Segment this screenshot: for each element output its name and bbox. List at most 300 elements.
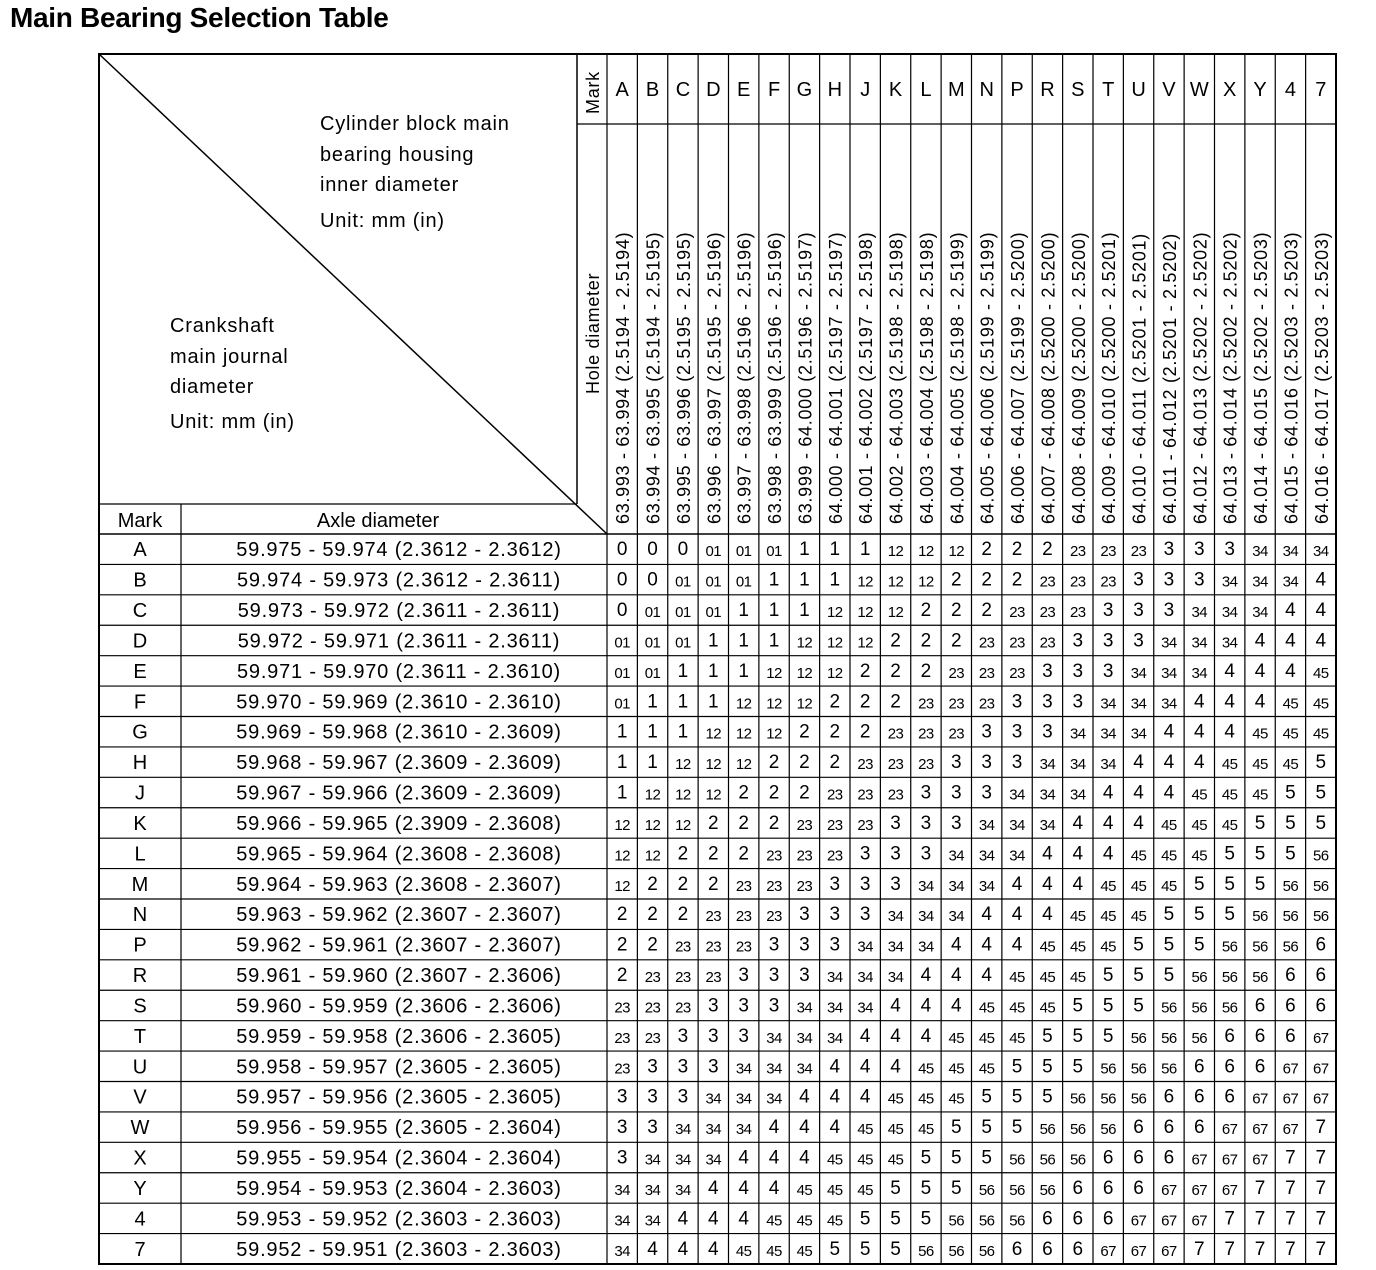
table-cell: 12	[705, 725, 722, 743]
table-cell: 45	[1221, 816, 1238, 834]
table-cell: 1	[859, 539, 871, 561]
table-cell: 34	[1191, 634, 1208, 652]
table-cell: 4	[829, 1086, 841, 1108]
corner-lower-label: diameter	[170, 376, 255, 398]
table-cell: 56	[1069, 1151, 1086, 1169]
table-cell: 3	[738, 965, 749, 987]
table-cell: 4	[708, 1177, 719, 1199]
table-cell: 45	[1100, 877, 1117, 895]
table-cell: 56	[1191, 969, 1208, 987]
table-cell: 56	[1009, 1181, 1025, 1199]
table-cell: 34	[1252, 573, 1268, 591]
table-cell: 2	[616, 934, 628, 956]
table-cell: 45	[1039, 969, 1056, 987]
table-cell: 2	[708, 843, 719, 865]
table-cell: 56	[1130, 1029, 1147, 1047]
table-cell: 67	[1312, 1090, 1329, 1108]
table-cell: 2	[920, 660, 932, 682]
column-mark: F	[767, 79, 781, 101]
table-cell: 45	[918, 1060, 934, 1078]
table-cell: 34	[978, 847, 995, 865]
row-mark: 7	[134, 1238, 146, 1261]
table-cell: 12	[826, 634, 843, 652]
table-cell: 23	[1100, 543, 1117, 561]
table-cell: 3	[1133, 569, 1144, 591]
table-cell: 6	[1285, 1025, 1296, 1047]
table-cell: 3	[981, 721, 992, 743]
column-hole-range: 64.007 - 64.008 (2.5200 - 2.5200)	[1038, 231, 1059, 524]
table-cell: 2	[738, 782, 749, 804]
table-cell: 67	[1191, 1212, 1208, 1230]
table-cell: 2	[647, 934, 658, 956]
table-cell: 4	[1133, 752, 1144, 774]
table-cell: 4	[1133, 782, 1144, 804]
table-cell: 5	[829, 1238, 841, 1260]
table-cell: 45	[1100, 938, 1117, 956]
table-cell: 23	[1039, 634, 1056, 652]
row-axle-diameter: 59.957 - 59.956 (2.3605 - 2.3605)	[236, 1086, 562, 1109]
row-mark: L	[134, 843, 146, 866]
table-cell: 34	[1009, 786, 1025, 804]
table-cell: 23	[1069, 604, 1086, 622]
table-cell: 34	[1039, 756, 1056, 774]
table-cell: 34	[675, 1181, 691, 1199]
table-cell: 45	[1130, 877, 1147, 895]
column-hole-range: 63.996 - 63.997 (2.5195 - 2.5196)	[704, 231, 725, 524]
table-cell: 45	[887, 1121, 904, 1139]
table-cell: 45	[1039, 999, 1056, 1017]
table-cell: 4	[859, 1086, 871, 1108]
table-cell: 23	[1039, 604, 1056, 622]
table-cell: 5	[1072, 1025, 1084, 1047]
table-cell: 45	[1312, 695, 1329, 713]
column-mark: A	[615, 79, 629, 101]
table-cell: 3	[1102, 630, 1114, 652]
row-axle-diameter: 59.952 - 59.951 (2.3603 - 2.3603)	[236, 1238, 562, 1261]
table-cell: 5	[1285, 782, 1296, 804]
column-mark: 4	[1284, 79, 1296, 101]
table-cell: 56	[1009, 1212, 1025, 1230]
table-cell: 23	[887, 756, 904, 774]
table-cell: 3	[1011, 752, 1023, 774]
table-cell: 7	[1224, 1238, 1235, 1260]
table-cell: 4	[1224, 721, 1235, 743]
table-cell: 12	[614, 847, 631, 865]
table-cell: 1	[647, 691, 658, 713]
table-cell: 4	[768, 1117, 780, 1139]
table-cell: 34	[1221, 634, 1238, 652]
table-cell: 23	[978, 695, 995, 713]
table-cell: 56	[1009, 1151, 1025, 1169]
table-cell: 4	[677, 1238, 689, 1260]
table-cell: 2	[859, 721, 871, 743]
table-cell: 45	[857, 1151, 874, 1169]
table-cell: 5	[1163, 965, 1175, 987]
table-cell: 6	[1072, 1238, 1084, 1260]
row-axle-diameter: 59.971 - 59.970 (2.3611 - 2.3610)	[236, 660, 562, 683]
table-cell: 12	[705, 786, 722, 804]
row-axle-diameter: 59.975 - 59.974 (2.3612 - 2.3612)	[236, 539, 562, 562]
table-cell: 2	[799, 782, 810, 804]
table-cell: 5	[1163, 904, 1175, 926]
table-cell: 12	[644, 816, 661, 834]
table-cell: 6	[1285, 995, 1296, 1017]
table-cell: 4	[647, 1238, 658, 1260]
table-cell: 12	[826, 604, 843, 622]
table-cell: 34	[644, 1181, 661, 1199]
table-cell: 45	[1009, 969, 1025, 987]
column-hole-range: 64.011 - 64.012 (2.5201 - 2.5202)	[1159, 233, 1180, 524]
table-cell: 34	[614, 1242, 631, 1260]
table-cell: 34	[705, 1090, 722, 1108]
table-cell: 23	[978, 664, 995, 682]
table-cell: 12	[796, 634, 813, 652]
table-cell: 3	[1133, 600, 1144, 622]
table-cell: 1	[738, 660, 749, 682]
table-cell: 4	[1011, 934, 1023, 956]
table-cell: 4	[768, 1177, 780, 1199]
row-mark: N	[132, 904, 148, 927]
table-cell: 4	[1072, 843, 1084, 865]
table-cell: 45	[857, 1181, 874, 1199]
table-cell: 34	[1252, 543, 1268, 561]
column-mark: T	[1102, 79, 1115, 101]
row-mark: B	[133, 569, 147, 592]
table-cell: 34	[644, 1212, 661, 1230]
table-cell: 34	[1009, 816, 1025, 834]
table-cell: 3	[951, 782, 962, 804]
table-cell: 56	[1161, 999, 1177, 1017]
row-mark: V	[133, 1086, 147, 1109]
table-cell: 5	[859, 1208, 871, 1230]
table-cell: 45	[1252, 725, 1268, 743]
table-cell: 01	[675, 604, 691, 622]
table-cell: 23	[675, 938, 691, 956]
table-cell: 5	[951, 1177, 962, 1199]
table-cell: 4	[1042, 904, 1053, 926]
table-cell: 34	[887, 908, 904, 926]
table-cell: 67	[1282, 1060, 1299, 1078]
table-cell: 56	[1130, 1090, 1147, 1108]
table-cell: 23	[644, 999, 661, 1017]
table-cell: 34	[948, 847, 965, 865]
table-cell: 56	[1312, 847, 1329, 865]
table-cell: 23	[675, 969, 691, 987]
table-cell: 3	[1102, 660, 1114, 682]
table-cell: 23	[675, 999, 691, 1017]
row-mark: 4	[134, 1208, 146, 1231]
row-axle-diameter: 59.964 - 59.963 (2.3608 - 2.3607)	[236, 873, 562, 896]
table-cell: 45	[1161, 877, 1177, 895]
column-hole-range: 64.006 - 64.007 (2.5199 - 2.5200)	[1008, 231, 1029, 524]
table-cell: 6	[1163, 1147, 1175, 1169]
table-cell: 3	[616, 1147, 628, 1169]
table-cell: 23	[826, 816, 843, 834]
table-cell: 23	[796, 877, 813, 895]
table-cell: 4	[708, 1238, 719, 1260]
table-cell: 3	[859, 904, 871, 926]
table-cell: 67	[1100, 1242, 1117, 1260]
table-cell: 23	[918, 725, 934, 743]
table-cell: 1	[799, 600, 810, 622]
table-cell: 45	[1312, 725, 1329, 743]
table-cell: 67	[1312, 1060, 1329, 1078]
table-cell: 7	[1254, 1238, 1266, 1260]
table-cell: 23	[735, 908, 752, 926]
table-cell: 12	[735, 695, 752, 713]
column-hole-range: 64.016 - 64.017 (2.5203 - 2.5203)	[1311, 231, 1332, 524]
table-cell: 2	[738, 812, 749, 834]
table-cell: 0	[616, 600, 628, 622]
table-cell: 12	[675, 786, 691, 804]
table-cell: 34	[1282, 543, 1299, 561]
table-cell: 34	[1100, 756, 1117, 774]
table-cell: 5	[920, 1177, 932, 1199]
table-cell: 34	[735, 1090, 752, 1108]
table-cell: 4	[890, 1025, 901, 1047]
table-cell: 4	[1102, 782, 1114, 804]
table-cell: 5	[1194, 934, 1205, 956]
column-hole-range: 63.999 - 64.000 (2.5196 - 2.5197)	[795, 231, 816, 524]
table-cell: 12	[857, 573, 874, 591]
table-cell: 4	[1011, 873, 1023, 895]
column-hole-range: 63.993 - 63.994 (2.5194 - 2.5194)	[613, 231, 634, 524]
table-cell: 4	[1254, 691, 1266, 713]
table-cell: 4	[1315, 569, 1327, 591]
table-cell: 45	[796, 1242, 813, 1260]
column-mark: U	[1131, 79, 1146, 101]
table-cell: 01	[644, 634, 661, 652]
table-cell: 4	[1072, 812, 1084, 834]
table-cell: 45	[1282, 725, 1299, 743]
table-cell: 3	[1072, 660, 1084, 682]
table-cell: 3	[799, 965, 810, 987]
table-cell: 1	[677, 660, 689, 682]
table-cell: 3	[1042, 660, 1053, 682]
table-cell: 2	[647, 873, 658, 895]
table-cell: 6	[1224, 1025, 1235, 1047]
row-axle-diameter: 59.967 - 59.966 (2.3609 - 2.3609)	[236, 782, 562, 805]
table-cell: 1	[708, 660, 719, 682]
row-mark: G	[132, 721, 148, 744]
table-cell: 34	[1100, 725, 1117, 743]
table-cell: 56	[1161, 1029, 1177, 1047]
corner-upper-label: Cylinder block main	[320, 113, 510, 135]
table-cell: 01	[614, 634, 631, 652]
table-cell: 6	[1285, 965, 1296, 987]
table-cell: 2	[859, 691, 871, 713]
table-cell: 56	[1312, 908, 1329, 926]
table-cell: 45	[766, 1242, 782, 1260]
table-cell: 34	[1069, 756, 1086, 774]
table-cell: 5	[1042, 1025, 1053, 1047]
table-cell: 01	[735, 543, 752, 561]
row-axle-diameter: 59.969 - 59.968 (2.3610 - 2.3609)	[236, 721, 562, 744]
table-cell: 2	[1042, 539, 1053, 561]
table-cell: 4	[951, 965, 962, 987]
table-cell: 4	[1042, 873, 1053, 895]
table-cell: 7	[1315, 1177, 1327, 1199]
row-mark: K	[133, 812, 147, 835]
table-cell: 23	[766, 908, 782, 926]
table-cell: 45	[948, 1029, 965, 1047]
table-cell: 45	[1039, 938, 1056, 956]
table-cell: 56	[1039, 1181, 1056, 1199]
table-cell: 67	[1221, 1181, 1238, 1199]
table-cell: 01	[675, 634, 691, 652]
table-cell: 34	[826, 999, 843, 1017]
table-cell: 4	[708, 1208, 719, 1230]
table-cell: 12	[705, 756, 722, 774]
table-cell: 5	[1163, 934, 1175, 956]
table-cell: 34	[978, 877, 995, 895]
table-cell: 45	[1282, 695, 1299, 713]
table-cell: 6	[1315, 934, 1327, 956]
corner-lower-label: Unit: mm (in)	[170, 411, 295, 433]
table-cell: 7	[1194, 1238, 1205, 1260]
table-cell: 4	[859, 1056, 871, 1078]
table-cell: 3	[920, 812, 932, 834]
table-cell: 6	[1194, 1056, 1205, 1078]
table-cell: 45	[796, 1212, 813, 1230]
table-cell: 1	[616, 752, 628, 774]
table-cell: 3	[768, 995, 780, 1017]
corner-upper-label: Unit: mm (in)	[320, 210, 445, 232]
corner-lower-label: Crankshaft	[170, 315, 275, 337]
table-cell: 6	[1042, 1238, 1053, 1260]
row-axle-diameter: 59.970 - 59.969 (2.3610 - 2.3610)	[236, 691, 562, 714]
table-cell: 6	[1042, 1208, 1053, 1230]
table-cell: 45	[918, 1121, 934, 1139]
table-cell: 12	[857, 634, 874, 652]
column-hole-range: 63.994 - 63.995 (2.5194 - 2.5195)	[643, 231, 664, 524]
table-cell: 34	[1130, 725, 1147, 743]
table-cell: 34	[826, 1029, 843, 1047]
table-cell: 56	[1130, 1060, 1147, 1078]
table-cell: 1	[799, 569, 810, 591]
column-mark: N	[979, 79, 994, 101]
row-mark: M	[131, 873, 149, 896]
table-cell: 7	[1315, 1238, 1327, 1260]
table-cell: 2	[981, 539, 992, 561]
table-cell: 5	[1102, 965, 1114, 987]
table-cell: 12	[948, 543, 965, 561]
table-cell: 45	[978, 1060, 995, 1078]
table-cell: 34	[766, 1060, 782, 1078]
table-cell: 45	[735, 1242, 752, 1260]
table-cell: 2	[920, 630, 932, 652]
table-cell: 5	[1011, 1056, 1023, 1078]
table-cell: 3	[708, 995, 719, 1017]
table-cell: 56	[978, 1212, 995, 1230]
column-mark: V	[1162, 79, 1176, 101]
table-cell: 56	[1252, 908, 1268, 926]
table-cell: 67	[1252, 1151, 1268, 1169]
table-cell: 01	[705, 604, 722, 622]
row-mark: X	[133, 1147, 147, 1170]
table-cell: 6	[1072, 1177, 1084, 1199]
table-cell: 7	[1285, 1177, 1296, 1199]
table-cell: 45	[1009, 999, 1025, 1017]
table-cell: 3	[1163, 539, 1175, 561]
table-cell: 3	[1163, 569, 1175, 591]
table-cell: 7	[1254, 1208, 1266, 1230]
table-cell: 3	[738, 1025, 749, 1047]
table-cell: 34	[614, 1212, 631, 1230]
table-cell: 3	[1042, 691, 1053, 713]
table-cell: 1	[677, 691, 689, 713]
table-cell: 45	[1252, 786, 1268, 804]
column-mark: X	[1223, 79, 1237, 101]
table-cell: 4	[1285, 630, 1296, 652]
table-cell: 23	[1069, 573, 1086, 591]
table-cell: 6	[1072, 1208, 1084, 1230]
table-cell: 23	[887, 786, 904, 804]
table-cell: 1	[829, 539, 841, 561]
table-cell: 67	[1252, 1121, 1268, 1139]
table-cell: 23	[857, 786, 874, 804]
table-cell: 23	[857, 816, 874, 834]
table-cell: 5	[1315, 812, 1327, 834]
table-cell: 6	[1163, 1117, 1175, 1139]
table-cell: 34	[1161, 634, 1177, 652]
table-cell: 7	[1315, 1208, 1327, 1230]
table-cell: 5	[1011, 1086, 1023, 1108]
table-cell: 1	[647, 721, 658, 743]
table-cell: 34	[1282, 573, 1299, 591]
table-cell: 3	[738, 995, 749, 1017]
table-cell: 23	[644, 1029, 661, 1047]
table-cell: 5	[1102, 995, 1114, 1017]
table-cell: 5	[1011, 1117, 1023, 1139]
table-cell: 5	[920, 1147, 932, 1169]
table-cell: 3	[1072, 691, 1084, 713]
table-cell: 4	[1194, 721, 1205, 743]
row-mark: J	[135, 782, 145, 805]
table-cell: 45	[1312, 664, 1329, 682]
table-cell: 6	[1194, 1117, 1205, 1139]
table-cell: 6	[1194, 1086, 1205, 1108]
table-cell: 12	[766, 725, 782, 743]
column-mark: M	[947, 79, 965, 101]
row-axle-diameter: 59.961 - 59.960 (2.3607 - 2.3606)	[236, 965, 562, 988]
table-cell: 45	[1161, 816, 1177, 834]
table-cell: 56	[1191, 1029, 1208, 1047]
table-cell: 56	[948, 1212, 965, 1230]
table-cell: 12	[735, 756, 752, 774]
column-hole-range: 64.013 - 64.014 (2.5202 - 2.5202)	[1220, 231, 1241, 524]
table-cell: 45	[978, 999, 995, 1017]
column-hole-range: 64.014 - 64.015 (2.5202 - 2.5203)	[1251, 231, 1272, 524]
table-cell: 34	[1069, 725, 1086, 743]
table-cell: 4	[799, 1086, 810, 1108]
table-cell: 5	[1315, 752, 1327, 774]
table-cell: 2	[1011, 569, 1023, 591]
table-cell: 5	[981, 1086, 992, 1108]
column-mark: K	[888, 79, 903, 101]
table-cell: 4	[951, 934, 962, 956]
column-hole-range: 64.003 - 64.004 (2.5198 - 2.5198)	[916, 231, 937, 524]
table-cell: 01	[614, 664, 631, 682]
table-cell: 12	[887, 573, 904, 591]
table-cell: 1	[677, 721, 689, 743]
table-cell: 23	[766, 847, 782, 865]
table-cell: 56	[1221, 969, 1238, 987]
table-cell: 34	[887, 938, 904, 956]
table-cell: 6	[1102, 1208, 1114, 1230]
row-axle-diameter: 59.956 - 59.955 (2.3605 - 2.3604)	[236, 1117, 562, 1140]
hole-diameter-label: Hole diameter	[583, 272, 603, 394]
